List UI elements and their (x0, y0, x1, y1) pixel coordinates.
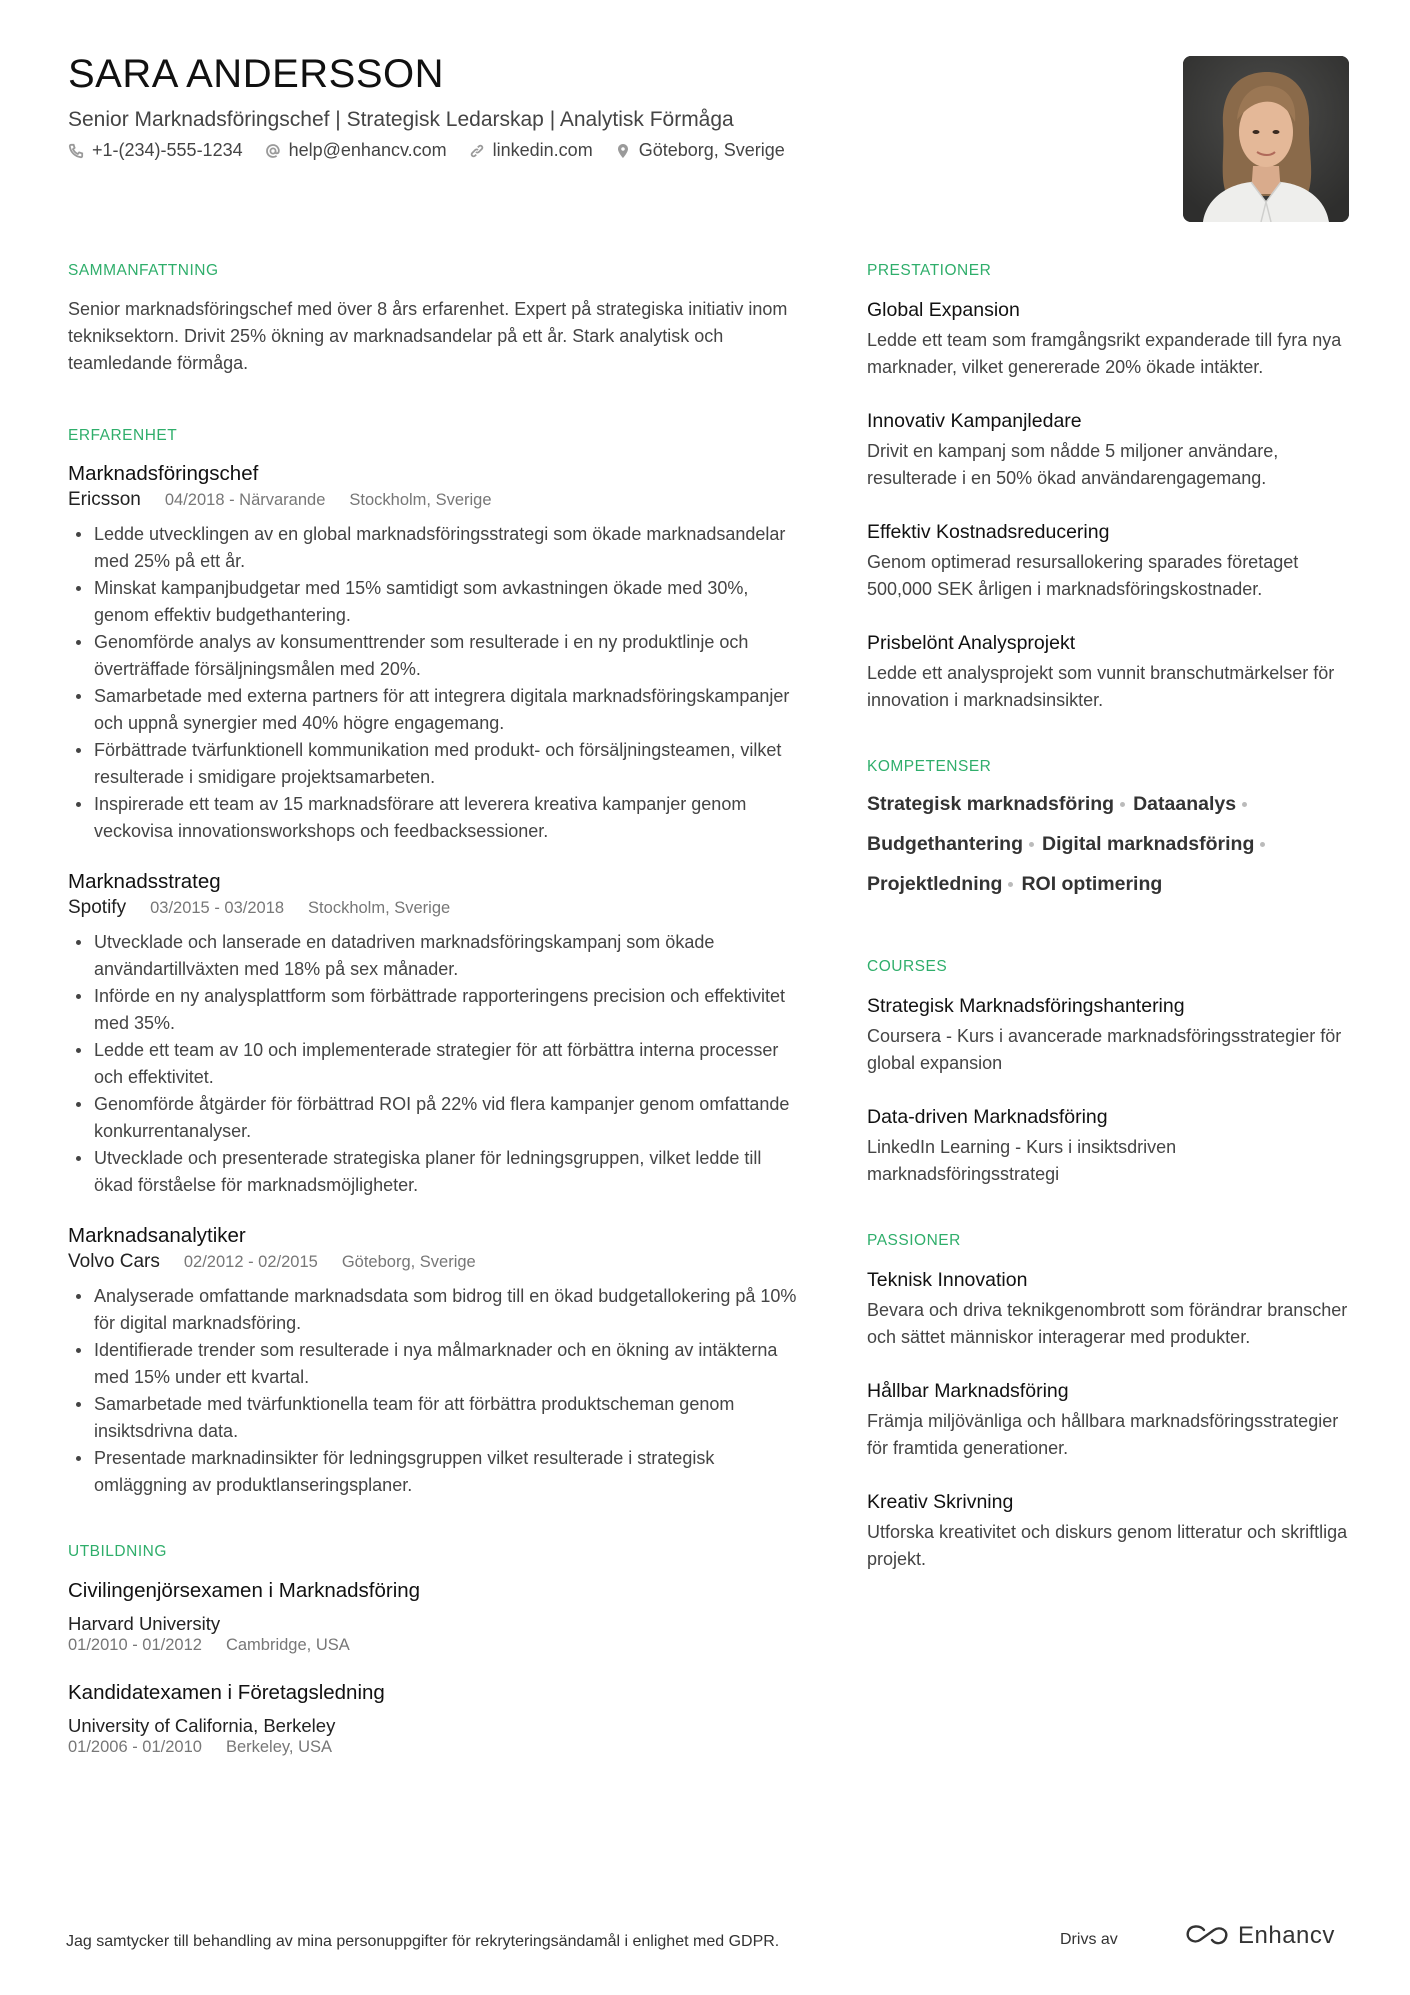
bullet-item: Analyserade omfattande marknadsdata som bidrog till en ökad budgetallokering på 10% för digital marknadsföring. (68, 1283, 803, 1337)
passions-section (867, 1232, 1357, 1573)
portrait-image (1183, 56, 1349, 222)
bullet-item: Genomförde åtgärder för förbättrad ROI på 22% vid flera kampanjer genom omfattande konkurrentanalyser. (68, 1091, 803, 1145)
section-title-achievements: PRESTATIONER (867, 262, 992, 279)
phone-icon (68, 143, 84, 159)
skills-section (867, 758, 1357, 896)
skill-tag: Budgethantering (867, 832, 1042, 856)
course-desc: LinkedIn Learning - Kurs i insiktsdriven marknadsföringsstrategi (867, 1137, 1177, 1184)
job-meta (68, 489, 803, 511)
skill-tag: Digital marknadsföring (1042, 832, 1273, 856)
gdpr-consent-text: Jag samtycker till behandling av mina personuppgifter för rekryteringsändamål i enlighet med GDPR. (66, 1933, 780, 1950)
bullet-item: Förbättrade tvärfunktionell kommunikation med produkt- och försäljningsteamen, vilket resulterade i smidigare projektsamarbeten. (68, 737, 803, 791)
edu-location: Berkeley, USA (225, 1738, 333, 1756)
bullet-item: Minskat kampanjbudgetar med 15% samtidigt som avkastningen ökade med 30%, genom effektiv budgethantering. (68, 575, 803, 629)
bullet-item: Presentade marknadinsikter för ledningsgruppen vilket resulterade i strategisk omläggning av produktlanseringsplaner. (68, 1445, 803, 1499)
job-location: Göteborg, Sverige (341, 1253, 476, 1271)
separator-dot (1120, 802, 1125, 807)
left-column (68, 262, 803, 1805)
bullet-item: Identifierade trender som resulterade i nya målmarknader och en ökning av intäkterna med 15% under ett kvartal. (68, 1337, 803, 1391)
section-title-summary: SAMMANFATTNING (68, 262, 219, 279)
powered-by-label: Drivs av (1060, 1931, 1118, 1948)
edu-degree: Civilingenjörsexamen i Marknadsföring (68, 1579, 421, 1602)
achievement-desc: Ledde ett team som framgångsrikt expanderade till fyra nya marknader, vilket genererade 20% ökade intäkter. (867, 330, 1342, 377)
contact-phone[interactable] (68, 140, 243, 161)
link-icon (469, 143, 485, 159)
passion-title: Teknisk Innovation (867, 1269, 1028, 1291)
job-dates: 04/2018 - Närvarande (164, 491, 326, 509)
skill-tag: ROI optimering (1021, 873, 1163, 895)
bullet-item: Ledde utvecklingen av en global marknadsföringsstrategi som ökade marknadsandelar med 25% på ett år. (68, 521, 803, 575)
section-title-skills: KOMPETENSER (867, 758, 992, 775)
contact-email[interactable] (265, 140, 447, 161)
enhancv-brand: Enhancv (1238, 1922, 1335, 1949)
achievement-title: Prisbelönt Analysprojekt (867, 632, 1076, 654)
job-role: Marknadsanalytiker (68, 1224, 246, 1247)
contact-bar (68, 140, 785, 161)
job-company: Ericsson (68, 489, 141, 510)
summary-section (68, 262, 803, 377)
contact-location (615, 140, 785, 161)
job-role: Marknadsstrateg (68, 870, 221, 893)
separator-dot (1260, 842, 1265, 847)
achievement-title: Global Expansion (867, 299, 1020, 321)
edu-school: University of California, Berkeley (68, 1715, 336, 1736)
bullet-item: Införde en ny analysplattform som förbättrade rapporteringens precision och effektivitet med 35%. (68, 983, 803, 1037)
achievement-desc: Genom optimerad resursallokering sparades företaget 500,000 SEK årligen i marknadsföringskostnader. (867, 552, 1299, 599)
phone-text: +1-(234)-555-1234 (92, 140, 243, 160)
linkedin-text: linkedin.com (492, 140, 593, 160)
skill-tag: Dataanalys (1133, 792, 1255, 816)
achievement-desc: Drivit en kampanj som nådde 5 miljoner användare, resulterade i en 50% ökad användarengagemang. (867, 441, 1279, 488)
passion-title: Kreativ Skrivning (867, 1491, 1014, 1513)
passion-desc: Främja miljövänliga och hållbara marknadsföringsstrategier för framtida generationer. (867, 1411, 1339, 1458)
skills-list (867, 792, 1287, 896)
skill-tag: Projektledning (867, 872, 1021, 896)
experience-section (68, 427, 803, 1499)
courses-section (867, 958, 1357, 1188)
bullet-item: Inspirerade ett team av 15 marknadsförare att leverera kreativa kampanjer genom veckovisa innovationsworkshops och feedbacksessioner. (68, 791, 803, 845)
course-title: Data-driven Marknadsföring (867, 1106, 1108, 1128)
bullet-item: Samarbetade med externa partners för att integrera digitala marknadsföringskampanjer och uppnå synergier med 40% högre engagemang. (68, 683, 803, 737)
email-text: help@enhancv.com (288, 140, 447, 160)
separator-dot (1029, 842, 1034, 847)
passion-item (867, 1377, 1357, 1462)
passion-desc: Bevara och driva teknikgenombrott som förändrar branscher och sättet människor interagerar med produkter. (867, 1300, 1348, 1347)
course-item (867, 1103, 1357, 1188)
at-icon (265, 143, 281, 159)
location-pin-icon (615, 143, 631, 159)
course-item (867, 992, 1357, 1077)
job-bullets (68, 521, 803, 845)
edu-meta (68, 1635, 803, 1655)
bullet-item: Samarbetade med tvärfunktionella team för att förbättra produktscheman genom insiktsdrivna data. (68, 1391, 803, 1445)
edu-dates: 01/2010 - 01/2012 (68, 1636, 202, 1654)
job-company: Volvo Cars (68, 1251, 160, 1272)
achievements-section (867, 262, 1357, 714)
section-title-courses: COURSES (867, 958, 948, 975)
separator-dot (1008, 882, 1013, 887)
enhancv-logo[interactable] (1184, 1922, 1335, 1950)
skill-tag: Strategisk marknadsföring (867, 792, 1133, 816)
achievement-item (867, 296, 1357, 381)
course-desc: Coursera - Kurs i avancerade marknadsföringsstrategier för global expansion (867, 1026, 1342, 1073)
course-title: Strategisk Marknadsföringshantering (867, 995, 1185, 1017)
job-location: Stockholm, Sverige (349, 491, 492, 509)
job-entry (68, 869, 803, 1199)
job-entry (68, 461, 803, 845)
job-dates: 03/2015 - 03/2018 (150, 899, 285, 917)
job-role: Marknadsföringschef (68, 462, 259, 485)
location-text: Göteborg, Sverige (638, 140, 785, 160)
job-bullets (68, 929, 803, 1199)
job-meta (68, 1251, 803, 1273)
section-title-experience: ERFARENHET (68, 427, 178, 444)
education-section (68, 1543, 803, 1757)
job-dates: 02/2012 - 02/2015 (183, 1253, 318, 1271)
passion-title: Hållbar Marknadsföring (867, 1380, 1069, 1402)
achievement-desc: Ledde ett analysprojekt som vunnit branschutmärkelser för innovation i marknadsinsikter. (867, 663, 1335, 710)
edu-school: Harvard University (68, 1613, 221, 1634)
candidate-headline: Senior Marknadsföringschef | Strategisk Ledarskap | Analytisk Förmåga (68, 108, 734, 131)
edu-meta (68, 1737, 803, 1757)
job-meta (68, 897, 803, 919)
enhancv-logo-icon (1184, 1922, 1230, 1950)
separator-dot (1242, 802, 1247, 807)
passion-item (867, 1488, 1357, 1573)
achievement-title: Innovativ Kampanjledare (867, 410, 1082, 432)
passion-item (867, 1266, 1357, 1351)
bullet-item: Ledde ett team av 10 och implementerade strategier för att förbättra interna processer och effektivitet. (68, 1037, 803, 1091)
achievement-item (867, 629, 1357, 714)
achievement-item (867, 407, 1357, 492)
section-title-education: UTBILDNING (68, 1543, 167, 1560)
job-company: Spotify (68, 897, 127, 918)
education-entry (68, 1577, 803, 1655)
passion-desc: Utforska kreativitet och diskurs genom litteratur och skriftliga projekt. (867, 1522, 1348, 1569)
achievement-item (867, 518, 1357, 603)
achievement-title: Effektiv Kostnadsreducering (867, 521, 1110, 543)
contact-linkedin[interactable] (469, 140, 593, 161)
profile-photo (1183, 56, 1349, 222)
bullet-item: Utvecklade och lanserade en datadriven marknadsföringskampanj som ökade användartillväxten med 18% på sex månader. (68, 929, 803, 983)
candidate-name: SARA ANDERSSON (68, 52, 445, 96)
bullet-item: Genomförde analys av konsumenttrender som resulterade i en ny produktlinje och överträffade försäljningsmålen med 20%. (68, 629, 803, 683)
edu-degree: Kandidatexamen i Företagsledning (68, 1681, 385, 1704)
summary-text: Senior marknadsföringschef med över 8 års erfarenhet. Expert på strategiska initiativ inom tekniksektorn. Drivit 25% ökning av marknadsandelar på ett år. Stark analytisk och teamledande förmåga. (68, 299, 788, 373)
education-entry (68, 1679, 803, 1757)
edu-dates: 01/2006 - 01/2010 (68, 1738, 202, 1756)
job-entry (68, 1223, 803, 1499)
right-column (867, 262, 1357, 1621)
bullet-item: Utvecklade och presenterade strategiska planer för ledningsgruppen, vilket ledde till ökad förståelse för marknadsmöjligheter. (68, 1145, 803, 1199)
section-title-passions: PASSIONER (867, 1232, 961, 1249)
edu-location: Cambridge, USA (225, 1636, 350, 1654)
job-bullets (68, 1283, 803, 1499)
job-location: Stockholm, Sverige (308, 899, 451, 917)
